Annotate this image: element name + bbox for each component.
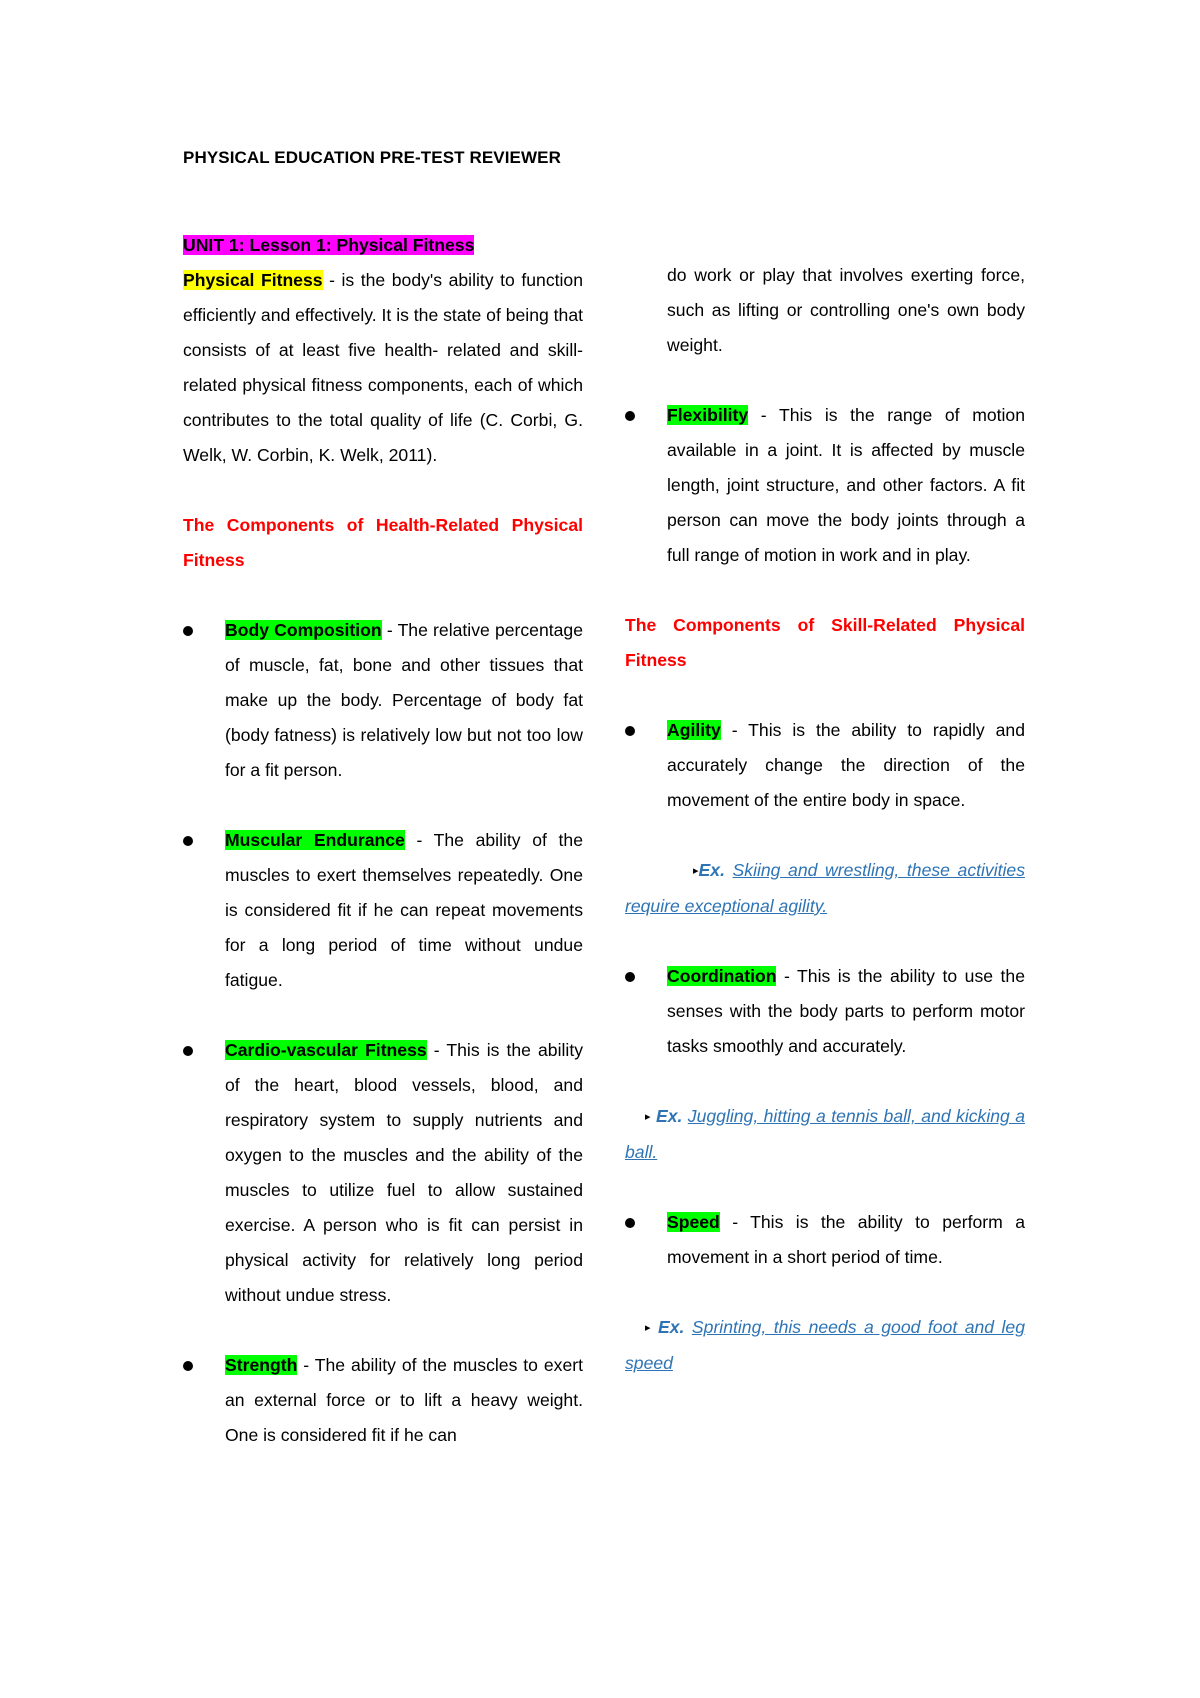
- arrow-right-icon: ▸: [645, 1322, 651, 1334]
- list-item-muscular-endurance: [183, 823, 583, 998]
- bullet-icon: [625, 411, 635, 421]
- term-coordination: Coordination: [667, 966, 777, 986]
- example-label: Ex: [655, 1106, 678, 1126]
- definition-speed: - This is the ability to perform a movement in a short period of time.: [667, 1212, 1025, 1267]
- strength-continued-text: do work or play that involves exerting force, such as lifting or controlling one's own body weight.: [667, 265, 1025, 355]
- bullet-icon: [183, 1046, 193, 1056]
- definition-flexibility: - This is the range of motion available in a joint. It is affected by muscle length, joint structure, and other factors. A fit person can move the body joints through a full range of motion in work and in play.: [667, 405, 1025, 565]
- definition-coordination: - This is the ability to use the senses with the body parts to perform motor tasks smoothly and accurately.: [667, 966, 1025, 1056]
- bullet-icon: [183, 626, 193, 636]
- term-muscular-endurance: Muscular Endurance: [225, 830, 405, 850]
- definition-strength: - The ability of the muscles to exert an external force or to lift a heavy weight. One is considered fit if he can: [225, 1355, 583, 1445]
- left-column: [183, 228, 583, 1453]
- list-item-flexibility: [625, 398, 1025, 573]
- intro-term: Physical Fitness: [183, 270, 323, 290]
- example-label: Ex: [698, 860, 721, 880]
- list-item-strength: [183, 1348, 583, 1453]
- document-title: PHYSICAL EDUCATION PRE-TEST REVIEWER: [183, 148, 561, 167]
- bullet-icon: [183, 1361, 193, 1371]
- example-coordination-link[interactable]: Juggling, hitting a tennis ball, and kicking a ball.: [625, 1106, 1025, 1162]
- bullet-icon: [625, 726, 635, 736]
- definition-agility: - This is the ability to rapidly and accurately change the direction of the movement of the entire body in space.: [667, 720, 1025, 810]
- intro-text: - is the body's ability to function efficiently and effectively. It is the state of being that consists of at least five health- related and skill- related physical fitness components, each of which contributes to the total quality of life (C. Corbi, G. Welk, W. Corbin, K. Welk, 2011).: [183, 270, 584, 465]
- definition-muscular-endurance: - The ability of the muscles to exert themselves repeatedly. One is considered fit if he can repeat movements for a long period of time without undue fatigue.: [225, 830, 583, 990]
- bullet-icon: [625, 1218, 635, 1228]
- strength-continued: [625, 258, 1025, 363]
- intro-paragraph: [183, 263, 583, 473]
- example-coordination: ▸ Ex. Juggling, hitting a tennis ball, and kicking a ball.: [625, 1099, 1025, 1170]
- right-column: [625, 258, 1025, 1381]
- term-body-composition: Body Composition: [225, 620, 382, 640]
- example-agility: ▸Ex. Skiing and wrestling, these activities require exceptional agility.: [625, 853, 1025, 924]
- example-speed: ▸ Ex. Sprinting, this needs a good foot and leg speed: [625, 1310, 1025, 1381]
- list-item-body-composition: [183, 613, 583, 788]
- example-agility-link[interactable]: Skiing and wrestling, these activities require exceptional agility.: [625, 860, 1025, 916]
- example-speed-link[interactable]: Sprinting, this needs a good foot and leg speed: [625, 1317, 1026, 1373]
- term-cardio-vascular: Cardio-vascular Fitness: [225, 1040, 427, 1060]
- arrow-right-icon: ▸: [645, 1111, 651, 1123]
- list-item-agility: [625, 713, 1025, 818]
- bullet-icon: [625, 972, 635, 982]
- skill-heading: The Components of Skill-Related Physical Fitness: [625, 615, 1025, 670]
- term-speed: Speed: [667, 1212, 720, 1232]
- term-strength: Strength: [225, 1355, 298, 1375]
- list-item-speed: [625, 1205, 1025, 1275]
- term-agility: Agility: [667, 720, 721, 740]
- definition-cardio-vascular: - This is the ability of the heart, blood vessels, blood, and respiratory system to supply nutrients and oxygen to the muscles and the ability of the muscles to utilize fuel to allow sustained exercise. A person who is fit can persist in physical activity for relatively long period without undue stress.: [225, 1040, 583, 1305]
- arrow-right-icon: ▸: [693, 865, 699, 877]
- unit-heading-line: [183, 228, 583, 263]
- list-item-coordination: [625, 959, 1025, 1064]
- bullet-icon: [183, 836, 193, 846]
- example-label: Ex: [658, 1317, 680, 1337]
- definition-body-composition: - The relative percentage of muscle, fat, bone and other tissues that make up the body. Percentage of body fat (body fatness) is relatively low but not too low for a fit person.: [225, 620, 583, 780]
- unit-heading: UNIT 1: Lesson 1: Physical Fitness: [183, 235, 475, 255]
- health-heading: The Components of Health-Related Physical Fitness: [183, 515, 583, 570]
- list-item-cardio-vascular: [183, 1033, 583, 1313]
- term-flexibility: Flexibility: [667, 405, 749, 425]
